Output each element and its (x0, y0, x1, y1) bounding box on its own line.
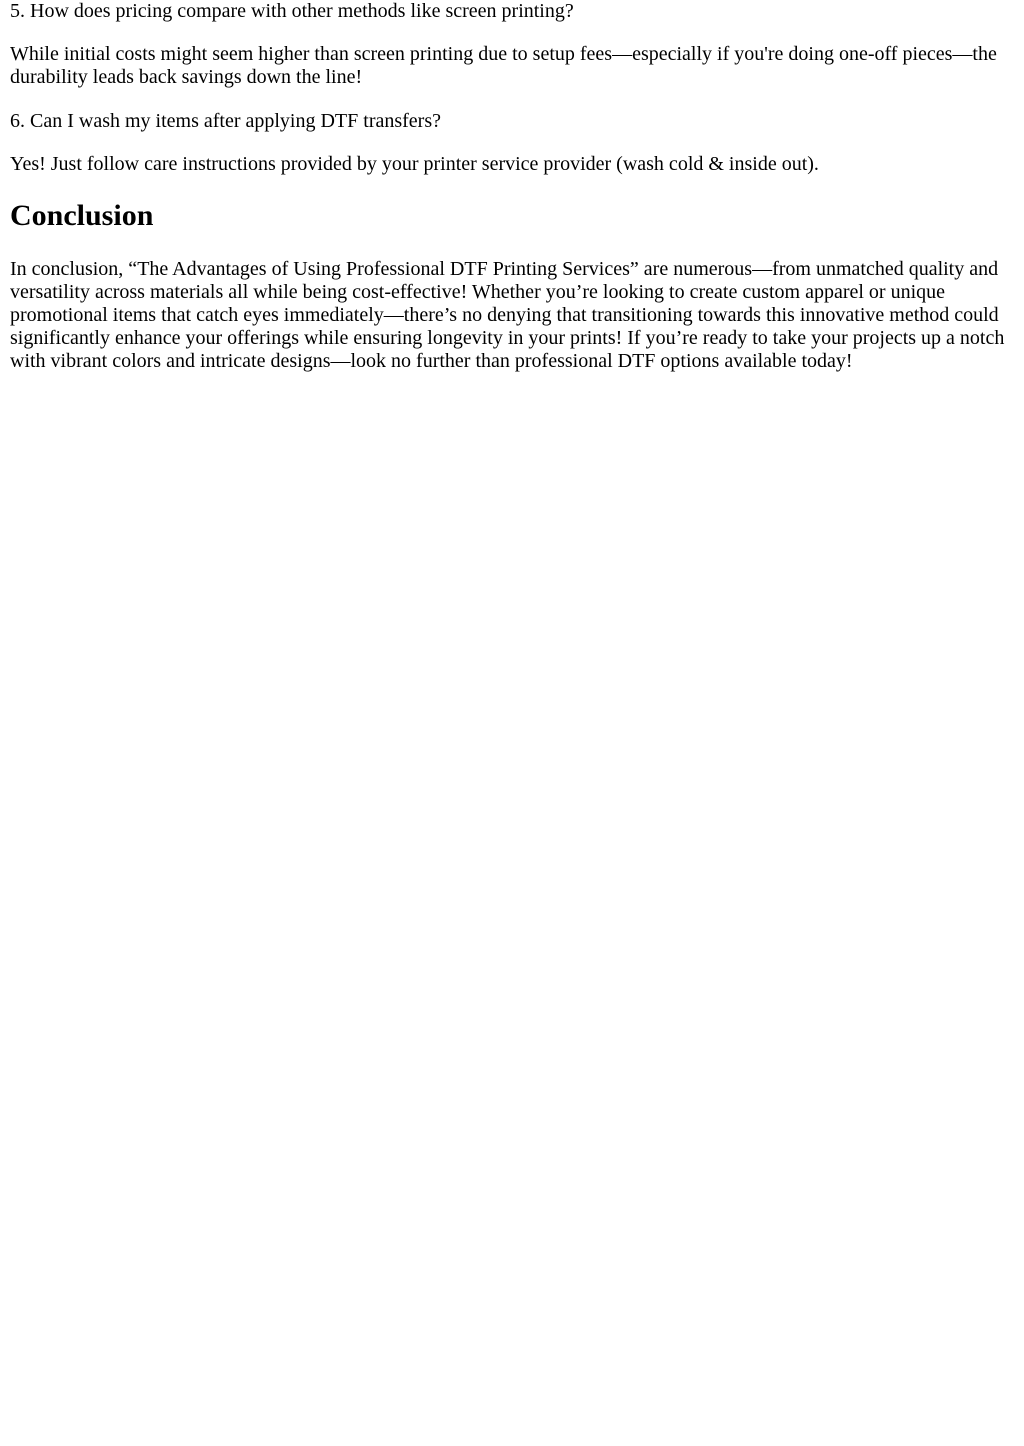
conclusion-heading: Conclusion (10, 199, 154, 232)
faq-answer-5: While initial costs might seem higher than screen printing due to setup fees—especially if you're doing one-off pieces—the durability leads back savings down the line! (10, 43, 997, 88)
conclusion-section (10, 199, 1014, 373)
faq-question-5: 5. How does pricing compare with other methods like screen printing? (10, 0, 574, 22)
conclusion-paragraph: In conclusion, “The Advantages of Using Professional DTF Printing Services” are numerous—from unmatched quality and versatility across materials all while being cost-effective! Whether you’re looking to create custom apparel or unique promotional items that catch eyes immediately—there’s no denying that transitioning towards this innovative method could significantly enhance your offerings while ensuring longevity in your prints! If you’re ready to take your projects up a notch with vibrant colors and intricate designs—look no further than professional DTF options available today! (10, 258, 1005, 372)
faq-section (10, 0, 1014, 176)
article-body (0, 0, 1024, 373)
faq-question-6: 6. Can I wash my items after applying DTF transfers? (10, 110, 442, 132)
faq-answer-6: Yes! Just follow care instructions provided by your printer service provider (wash cold & inside out). (10, 153, 819, 175)
